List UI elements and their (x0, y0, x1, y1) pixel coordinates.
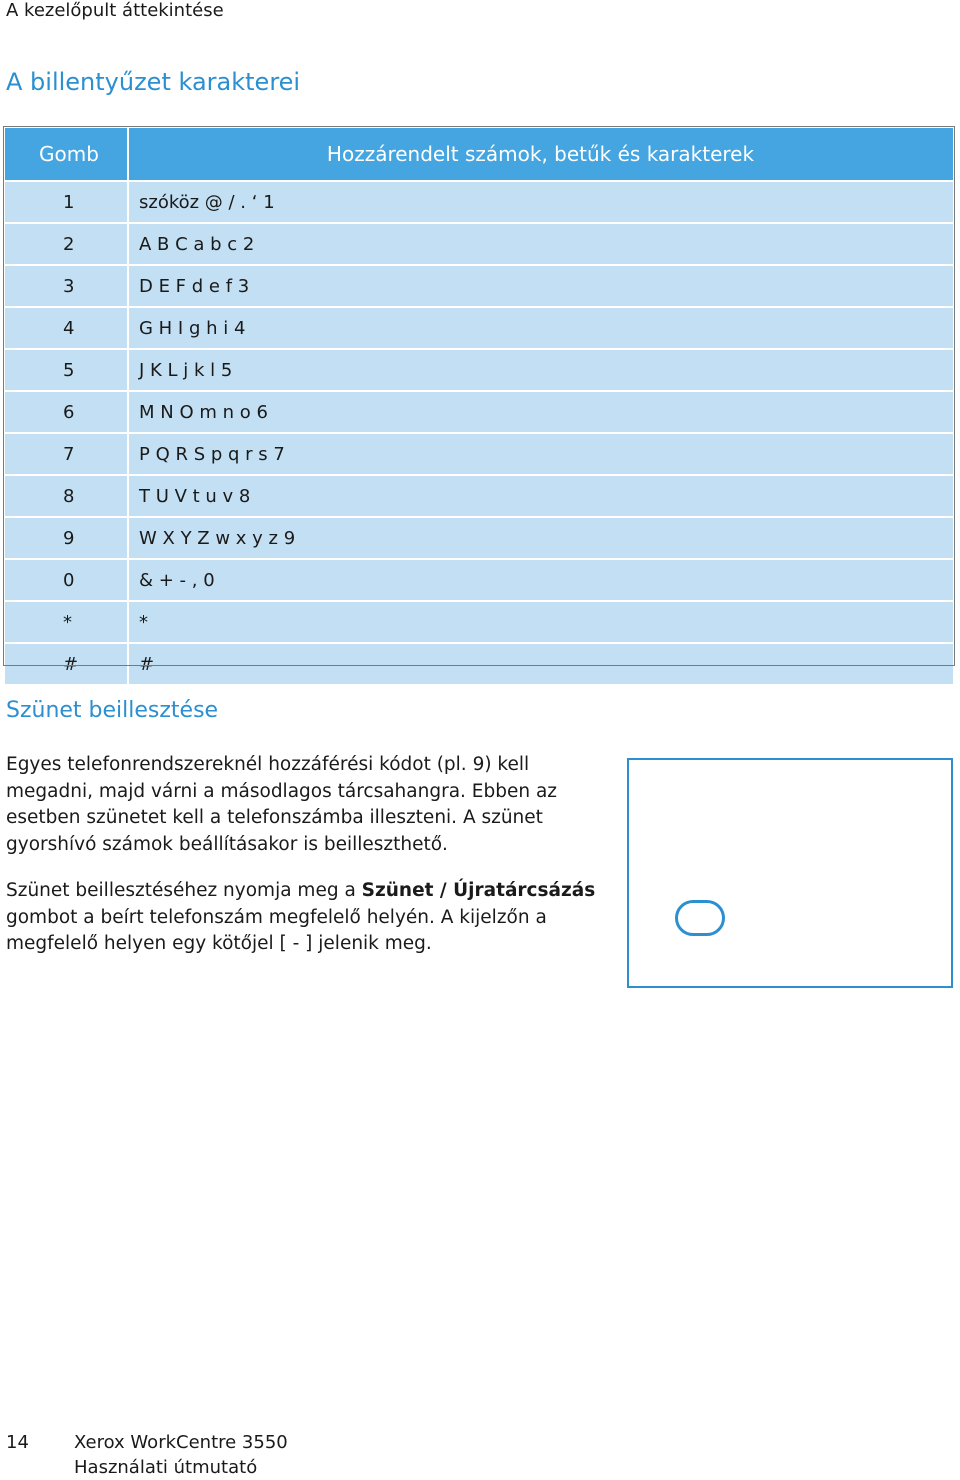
table-row (4, 559, 954, 601)
key-cell: 3 (4, 265, 128, 307)
instruction-text-start: Szünet beillesztéséhez nyomja meg a (6, 880, 362, 901)
key-cell: # (4, 643, 128, 685)
characters-cell: G H I g h i 4 (128, 307, 954, 349)
pause-instruction-paragraph (6, 878, 616, 958)
table-header-row (4, 127, 954, 181)
characters-cell: W X Y Z w x y z 9 (128, 517, 954, 559)
key-cell: 2 (4, 223, 128, 265)
characters-cell: * (128, 601, 954, 643)
table-row (4, 265, 954, 307)
key-cell: 5 (4, 349, 128, 391)
table-row (4, 517, 954, 559)
keypad-character-table (3, 126, 955, 686)
characters-cell: P Q R S p q r s 7 (128, 433, 954, 475)
characters-cell: A B C a b c 2 (128, 223, 954, 265)
instruction-text-end: gombot a beírt telefonszám megfelelő helyén. A kijelzőn a megfelelő helyen egy kötőjel [ - ] jelenik meg. (6, 906, 547, 954)
table-row (4, 223, 954, 265)
key-cell: 6 (4, 391, 128, 433)
header-key: Gomb (4, 127, 128, 181)
header-characters: Hozzárendelt számok, betűk és karakterek (128, 127, 954, 181)
characters-cell: J K L j k l 5 (128, 349, 954, 391)
pause-intro-paragraph: Egyes telefonrendszereknél hozzáférési kódot (pl. 9) kell megadni, majd várni a másodlagos tárcsahangra. Ebben az esetben szünetet kell a telefonszámba illeszteni. A szünet gyorshívó számok beállításakor is beilleszthető. (6, 754, 557, 855)
guide-name: Használati útmutató (74, 1457, 258, 1478)
page-number: 14 (6, 1432, 29, 1453)
characters-cell: # (128, 643, 954, 685)
key-cell: 8 (4, 475, 128, 517)
key-cell: * (4, 601, 128, 643)
running-header: A kezelőpult áttekintése (6, 0, 224, 21)
table-row (4, 433, 954, 475)
key-cell: 1 (4, 181, 128, 223)
table-row (4, 181, 954, 223)
characters-cell: & + - , 0 (128, 559, 954, 601)
product-name: Xerox WorkCentre 3550 (74, 1432, 288, 1453)
key-cell: 9 (4, 517, 128, 559)
pause-redial-button-label: Szünet / Újratárcsázás (361, 880, 596, 901)
section-title: A billentyűzet karakterei (6, 68, 301, 96)
pause-key-illustration (627, 758, 953, 988)
characters-cell: szóköz @ / . ‘ 1 (128, 181, 954, 223)
table-row (4, 391, 954, 433)
pause-redial-key-icon (675, 900, 725, 936)
key-cell: 0 (4, 559, 128, 601)
table-row (4, 601, 954, 643)
characters-cell: T U V t u v 8 (128, 475, 954, 517)
table-row (4, 475, 954, 517)
table-row (4, 307, 954, 349)
key-cell: 4 (4, 307, 128, 349)
characters-cell: D E F d e f 3 (128, 265, 954, 307)
table-row (4, 643, 954, 685)
subsection-title: Szünet beillesztése (6, 698, 219, 723)
characters-cell: M N O m n o 6 (128, 391, 954, 433)
table-row (4, 349, 954, 391)
key-cell: 7 (4, 433, 128, 475)
